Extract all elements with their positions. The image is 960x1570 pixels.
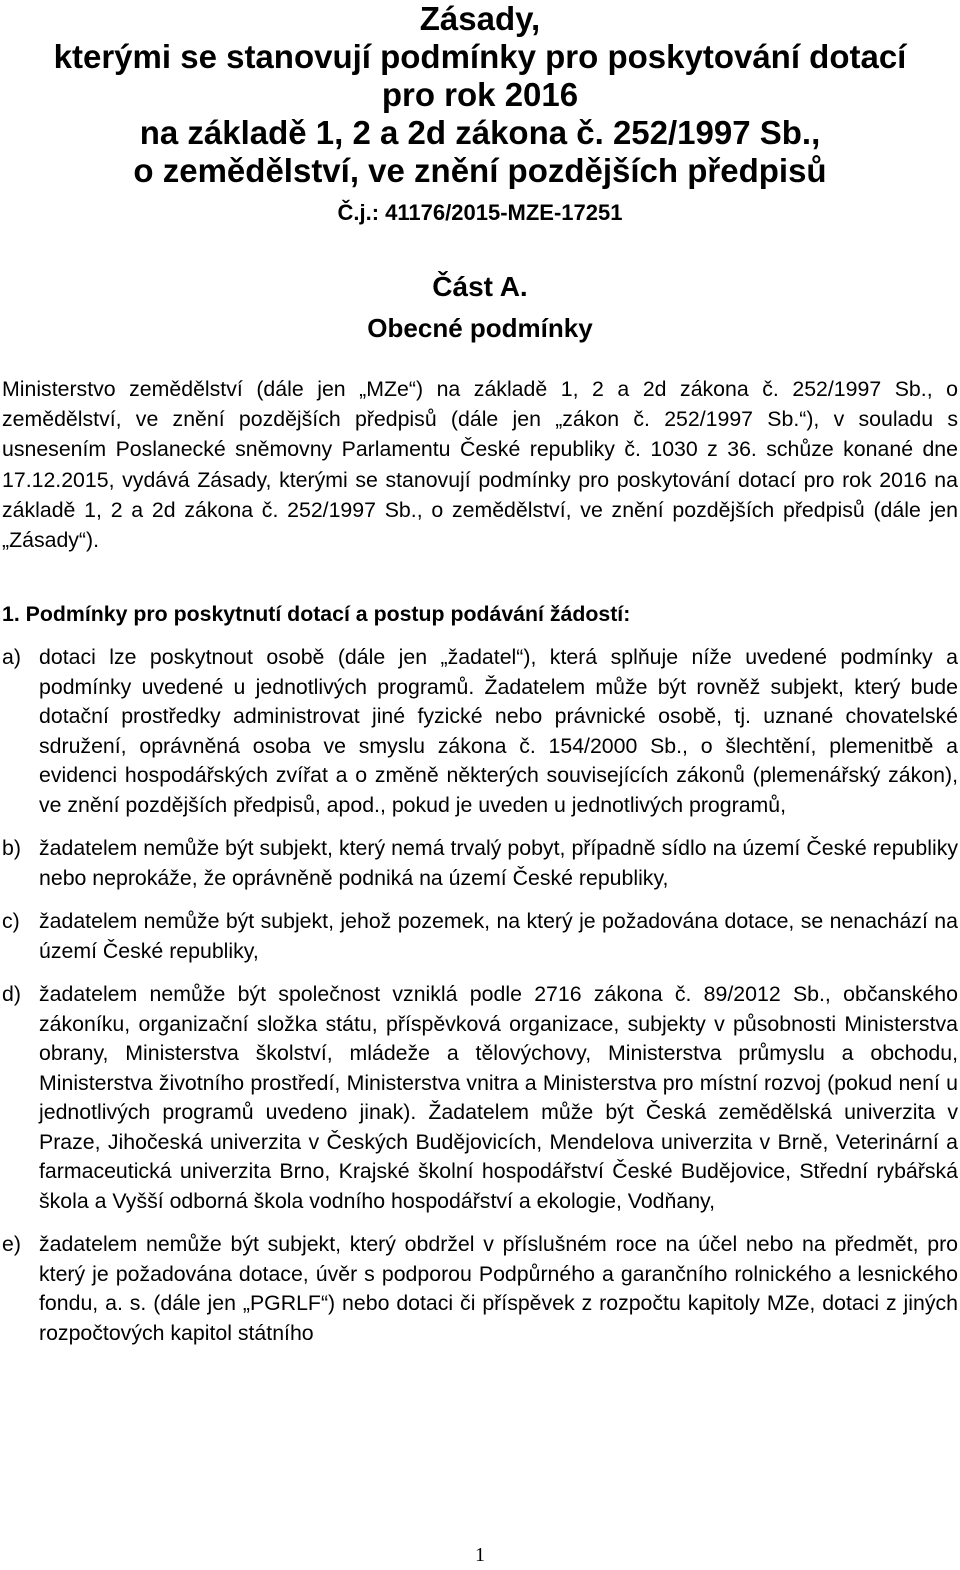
intro-paragraph: Ministerstvo zemědělství (dále jen „MZe“) na základě 1, 2 a 2d zákona č. 252/1997 Sb., o zemědělství, ve znění pozdějších předpisů (dále jen „zákon č. 252/1997 Sb.“), v souladu s usnesením Poslanecké sněmovny Parlamentu České republiky č. 1030 z 36. schůze konané dne 17.12.2015, vydává Zásady, kterými se stanovují podmínky pro poskytování dotací pro rok 2016 na základě 1, 2 a 2d zákona č. 252/1997 Sb., o zemědělství, ve znění pozdějších předpisů (dále jen „Zásady“). xyxy=(2,377,958,553)
conditions-list xyxy=(2,643,958,1348)
list-item-letter: a) xyxy=(2,645,21,670)
title-line: Zásady, xyxy=(419,0,541,37)
section-heading: 1. Podmínky pro poskytnutí dotací a postup podávání žádostí: xyxy=(2,602,631,627)
list-item-text: žadatelem nemůže být společnost vzniklá podle 2716 zákona č. 89/2012 Sb., občanského zákoníku, organizační složka státu, příspěvková organizace, subjekty v působnosti Ministerstva obrany, Ministerstva školství, mládeže a tělovýchovy, Ministerstva průmyslu a obchodu, Ministerstva životního prostředí, Ministerstva vnitra a Ministerstva pro místní rozvoj (pokud není u jednotlivých programů uvedeno jinak). Žadatelem může být Česká zemědělská univerzita v Praze, Jihočeská univerzita v Českých Budějovicích, Mendelova univerzita v Brně, Veterinární a farmaceutická univerzita Brno, Krajské školní hospodářství České Budějovice, Střední rybářská škola a Vyšší odborná škola vodního hospodářství a ekologie, Vodňany, xyxy=(39,982,958,1213)
list-item-text: žadatelem nemůže být subjekt, jehož pozemek, na který je požadována dotace, se nenachází na území České republiky, xyxy=(39,909,958,963)
list-item-text: žadatelem nemůže být subjekt, který obdržel v příslušném roce na účel nebo na předmět, pro který je požadována dotace, úvěr s podporou Podpůrného a garančního rolnického a lesnického fondu, a. s. (dále jen „PGRLF“) nebo dotaci či příspěvek z rozpočtu kapitoly MZe, dotaci z jiných rozpočtových kapitol státního xyxy=(39,1232,958,1345)
part-subtitle: Obecné podmínky xyxy=(367,313,593,343)
list-item-text: žadatelem nemůže být subjekt, který nemá trvalý pobyt, případně sídlo na území České republiky nebo neprokáže, že oprávněně podniká na území České republiky, xyxy=(39,836,958,890)
title-line: pro rok 2016 xyxy=(381,76,579,113)
list-item xyxy=(2,643,958,820)
title-line: kterými se stanovují podmínky pro poskytování dotací xyxy=(53,38,907,75)
reference-number: Č.j.: 41176/2015-MZE-17251 xyxy=(337,200,623,225)
list-item xyxy=(2,834,958,893)
list-item-letter: c) xyxy=(2,909,20,934)
document-title xyxy=(0,0,960,226)
page-number: 1 xyxy=(475,1544,485,1566)
list-item xyxy=(2,980,958,1216)
part-label: Část A. xyxy=(432,271,528,302)
list-item-letter: e) xyxy=(2,1232,21,1257)
list-item-text: dotaci lze poskytnout osobě (dále jen „žadatel“), která splňuje níže uvedené podmínky a podmínky uvedené u jednotlivých programů. Žadatelem může být rovněž subjekt, který bude dotační prostředky administrovat jiné fyzické nebo právnické osobě, tj. uznané chovatelské sdružení, oprávněná osoba ve smyslu zákona č. 154/2000 Sb., o šlechtění, plemenitbě a evidenci hospodářských zvířat a o změně některých souvisejících zákonů (plemenářský zákon), ve znění pozdějších předpisů, apod., pokud je uveden u jednotlivých programů, xyxy=(39,645,958,817)
list-item-letter: b) xyxy=(2,836,21,861)
title-line: na základě 1, 2 a 2d zákona č. 252/1997 Sb., xyxy=(139,114,821,151)
list-item-letter: d) xyxy=(2,982,21,1007)
list-item xyxy=(2,907,958,966)
list-item xyxy=(2,1230,958,1348)
title-line: o zemědělství, ve znění pozdějších předpisů xyxy=(133,152,827,189)
